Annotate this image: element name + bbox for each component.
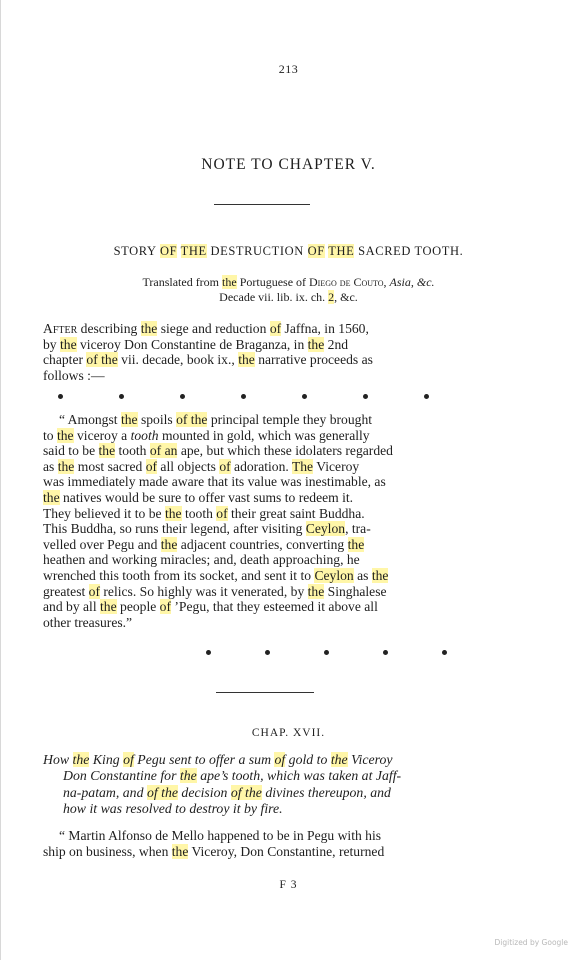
text-line: as the most sacred of all objects of adoration. The Viceroy	[43, 458, 360, 474]
text-line: After describing the siege and reduction of Jaffna, in 1560,	[43, 321, 369, 336]
text-line: Don Constantine for the ape’s tooth, which was taken at Jaff-	[63, 768, 402, 784]
text-line: This Buddha, so runs their legend, after visiting Ceylon, tra-	[43, 521, 371, 537]
text-line: the natives would be sure to offer vast sums to redeem it.	[43, 489, 354, 505]
text-line: heathen and working miracles; and, death approaching, he	[43, 552, 360, 568]
text-line: by the viceroy Don Constantine de Braganza, in the 2nd	[43, 336, 349, 352]
text-line: follows :—	[43, 367, 105, 383]
text-line: velled over Pegu and the adjacent countries, converting the	[43, 536, 365, 552]
story-title: STORY OF THE DESTRUCTION OF THE SACRED TOOTH.	[113, 244, 464, 258]
text-line: ship on business, when the Viceroy, Don Constantine, returned	[43, 843, 385, 859]
intro-paragraph	[43, 321, 484, 383]
chapter-summary	[43, 752, 484, 818]
text-line: “ Amongst the spoils of the principal temple they brought	[59, 412, 373, 427]
watermark: Digitized by Google	[494, 938, 568, 947]
text-line: other treasures.”	[43, 614, 133, 630]
translation-line-2: Decade vii. lib. ix. ch. 2, &c.	[219, 290, 358, 304]
page-left-edge	[0, 0, 1, 960]
text-line: to the viceroy a tooth mounted in gold, which was generally	[43, 427, 370, 443]
text-line: They believed it to be the tooth of their great saint Buddha.	[43, 505, 365, 521]
page-number: 213	[278, 62, 299, 76]
martin-paragraph	[43, 828, 484, 859]
text-line: and by all the people of ’Pegu, that they esteemed it above all	[43, 599, 378, 615]
text-line: how it was resolved to destroy it by fire.	[63, 801, 283, 817]
text-line: said to be the tooth of an ape, but which these idolaters regarded	[43, 443, 393, 459]
signature-mark: F 3	[279, 879, 298, 891]
translation-line-1: Translated from the Portuguese of Diego de Couto, Asia, &c.	[142, 275, 435, 289]
ellipsis-dots	[0, 650, 577, 660]
note-title: NOTE TO CHAPTER V.	[201, 156, 376, 173]
text-line: “ Martin Alfonso de Mello happened to be in Pegu with his	[59, 828, 382, 843]
text-line: was immediately made aware that its value was inestimable, as	[43, 474, 386, 490]
divider-rule	[216, 692, 314, 693]
chapter-heading: CHAP. XVII.	[251, 727, 326, 739]
text-line: greatest of relics. So highly was it venerated, by the Singhalese	[43, 583, 387, 599]
text-line: wrenched this tooth from its socket, and sent it to Ceylon as the	[43, 567, 389, 583]
quote-paragraph	[43, 412, 484, 630]
text-line: na-patam, and of the decision of the divines thereupon, and	[63, 784, 391, 800]
translation-credit	[0, 275, 577, 305]
divider-rule	[214, 204, 310, 205]
text-line: chapter of the vii. decade, book ix., the narrative proceeds as	[43, 352, 373, 368]
ellipsis-dots	[0, 394, 577, 404]
text-line: How the King of Pegu sent to offer a sum of gold to the Viceroy	[43, 752, 393, 767]
